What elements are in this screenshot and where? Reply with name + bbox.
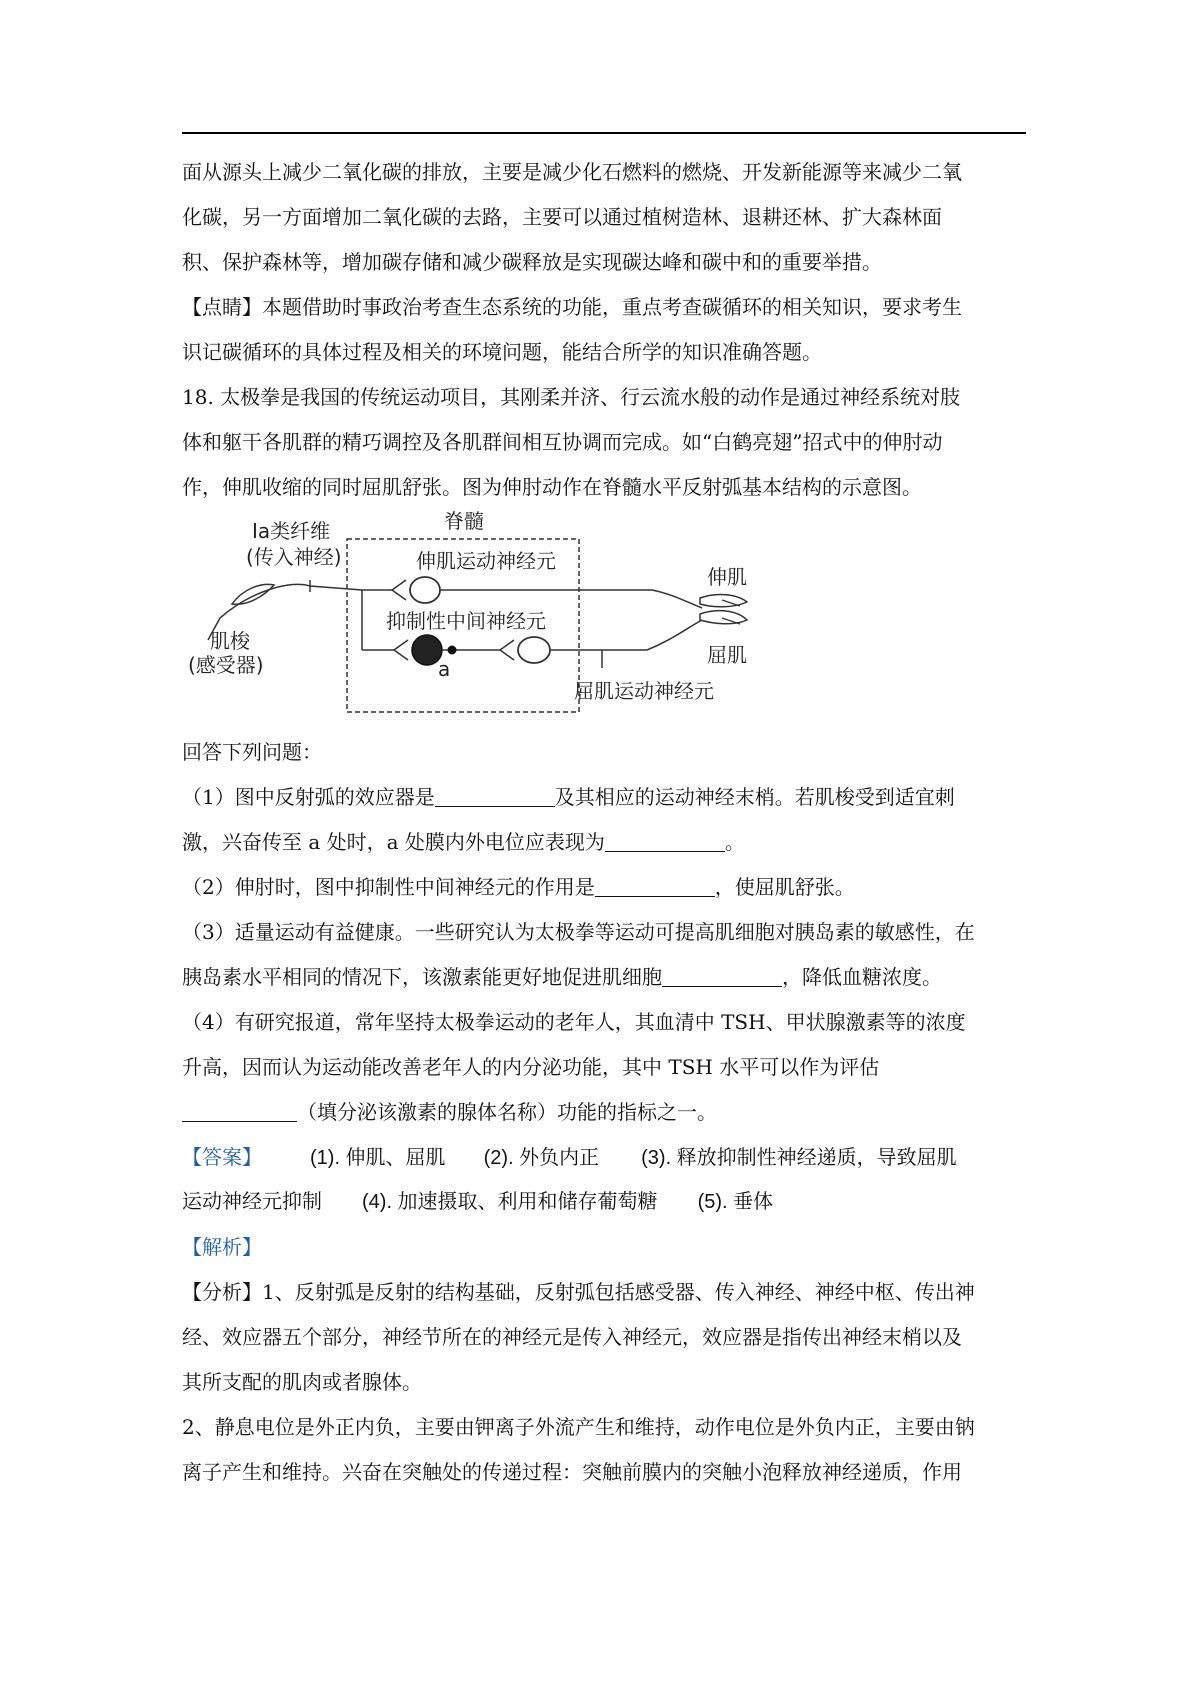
answer-3-cont: 运动神经元抑制 — [182, 1191, 322, 1213]
analysis-line: 离子产生和维持。兴奋在突触处的传递过程：突触前膜内的突触小泡释放神经递质，作用 — [182, 1460, 962, 1484]
answer-2: (2). 外负内正 — [483, 1147, 600, 1169]
analysis-label: 【解析】 — [182, 1235, 262, 1259]
sub-question-3: （3）适量运动有益健康。一些研究认为太极拳等运动可提高肌细胞对胰岛素的敏感性，在 — [182, 920, 975, 944]
answer-blank — [605, 825, 725, 852]
flexor-efferent-end — [647, 620, 702, 650]
label-ia-fiber: Ⅰa类纤维 — [252, 519, 331, 543]
prompt-line: 回答下列问题： — [182, 740, 322, 764]
header-rule — [182, 132, 1026, 134]
text-line: 体和躯干各肌群的精巧调控及各肌群间相互协调而完成。如“白鹤亮翅”招式中的伸肘动 — [182, 430, 943, 454]
sq3b-text: 胰岛素水平相同的情况下，该激素能更好地促进肌细胞 — [182, 965, 662, 989]
answer-blank — [182, 1095, 297, 1122]
label-point-a: a — [438, 657, 451, 681]
analysis-line: 经、效应器五个部分，神经节所在的神经元是传入神经元，效应器是指传出神经末梢以及 — [182, 1325, 962, 1349]
answer-1: (1). 伸肌、屈肌 — [310, 1147, 446, 1169]
flexor-muscle-shape — [700, 611, 747, 624]
answer-label: 【答案】 — [182, 1145, 262, 1169]
answer-line — [182, 1135, 1026, 1180]
label-inhibitory-inter: 抑制性中间神经元 — [386, 609, 546, 633]
answer-line-2 — [182, 1180, 1026, 1225]
sub-question-2 — [182, 865, 1026, 910]
dianjing-line: 【点睛】本题借助时事政治考查生态系统的功能，重点考查碳循环的相关知识，要求考生 — [182, 295, 962, 319]
text-line: 面从源头上减少二氧化碳的排放，主要是减少化石燃料的燃烧、开发新能源等来减少二氧 — [182, 160, 962, 184]
muscle-spindle-shape — [232, 584, 274, 604]
label-flexor: 屈肌 — [707, 643, 747, 667]
sub-question-1-cont — [182, 820, 1026, 865]
answer-blank — [435, 780, 555, 807]
text-line: 化碳，另一方面增加二氧化碳的去路，主要可以通过植树造林、退耕还林、扩大森林面 — [182, 205, 942, 229]
afferent-fiber — [220, 584, 362, 618]
sq1-text-cont: 及其相应的运动神经末梢。若肌梭受到适宜刺 — [554, 785, 955, 809]
extensor-motor-neuron — [410, 577, 440, 603]
answer-blank — [595, 870, 715, 897]
answer-4: (4). 加速摄取、利用和储存葡萄糖 — [362, 1191, 658, 1213]
synapse-flexor — [500, 640, 514, 660]
text-line: 识记碳循环的具体过程及相关的环境问题，能结合所学的知识准确答题。 — [182, 340, 822, 364]
point-a-dot — [448, 646, 457, 655]
answer-blank — [662, 960, 782, 987]
sub-question-1 — [182, 775, 1026, 820]
label-extensor: 伸肌 — [707, 565, 747, 589]
extensor-efferent-end — [652, 590, 702, 608]
sq1-text: （1）图中反射弧的效应器是 — [182, 785, 435, 809]
answer-5: (5). 垂体 — [697, 1191, 774, 1213]
synapse-extensor — [392, 580, 406, 600]
label-spinal-cord: 脊髓 — [444, 510, 484, 533]
text-line: 积、保护森林等，增加碳存储和减少碳释放是实现碳达峰和碳中和的重要举措。 — [182, 250, 882, 274]
flexor-motor-neuron — [518, 637, 550, 663]
analysis-line: 【分析】1、反射弧是反射的结构基础，反射弧包括感受器、传入神经、神经中枢、传出神 — [182, 1280, 975, 1304]
analysis-line: 其所支配的肌肉或者腺体。 — [182, 1370, 422, 1394]
analysis-line: 2、静息电位是外正内负，主要由钾离子外流产生和维持，动作电位是外负内正，主要由钠 — [182, 1415, 975, 1439]
document-body — [182, 150, 1026, 1495]
sq2-end: ，使屈肌舒张。 — [714, 875, 855, 899]
sub-question-3-cont — [182, 955, 1026, 1000]
label-flexor-motor: 屈肌运动神经元 — [574, 679, 714, 703]
sub-question-4-end — [182, 1090, 1026, 1135]
text-line: 作，伸肌收缩的同时屈肌舒张。图为伸肘动作在脊髓水平反射弧基本结构的示意图。 — [182, 475, 922, 499]
sq4c-text: （填分泌该激素的腺体名称）功能的指标之一。 — [297, 1100, 717, 1124]
sub-question-4: （4）有研究报道，常年坚持太极拳运动的老年人，其血清中 TSH、甲状腺激素等的浓度 — [182, 1010, 966, 1034]
question-18-stem: 18. 太极拳是我国的传统运动项目，其刚柔并济、行云流水般的动作是通过神经系统对肢 — [182, 385, 961, 409]
reflex-arc-figure — [182, 510, 1026, 730]
sub-question-4-cont: 升高，因而认为运动能改善老年人的内分泌功能，其中 TSH 水平可以作为评估 — [182, 1055, 880, 1079]
sq1b-end: 。 — [724, 830, 745, 854]
synapse-inter — [394, 640, 408, 660]
sq3b-end: ，降低血糖浓度。 — [782, 965, 942, 989]
label-spindle: 肌梭 — [210, 629, 250, 653]
label-receptor: (感受器) — [188, 653, 264, 677]
reflex-arc-diagram — [182, 510, 782, 730]
label-extensor-motor: 伸肌运动神经元 — [416, 549, 556, 573]
sq1b-text: 激，兴奋传至 a 处时，a 处膜内外电位应表现为 — [182, 830, 605, 854]
label-afferent: (传入神经) — [246, 545, 342, 569]
answer-3: (3). 释放抑制性神经递质，导致屈肌 — [641, 1147, 957, 1169]
sq2-text: （2）伸肘时，图中抑制性中间神经元的作用是 — [182, 875, 595, 899]
